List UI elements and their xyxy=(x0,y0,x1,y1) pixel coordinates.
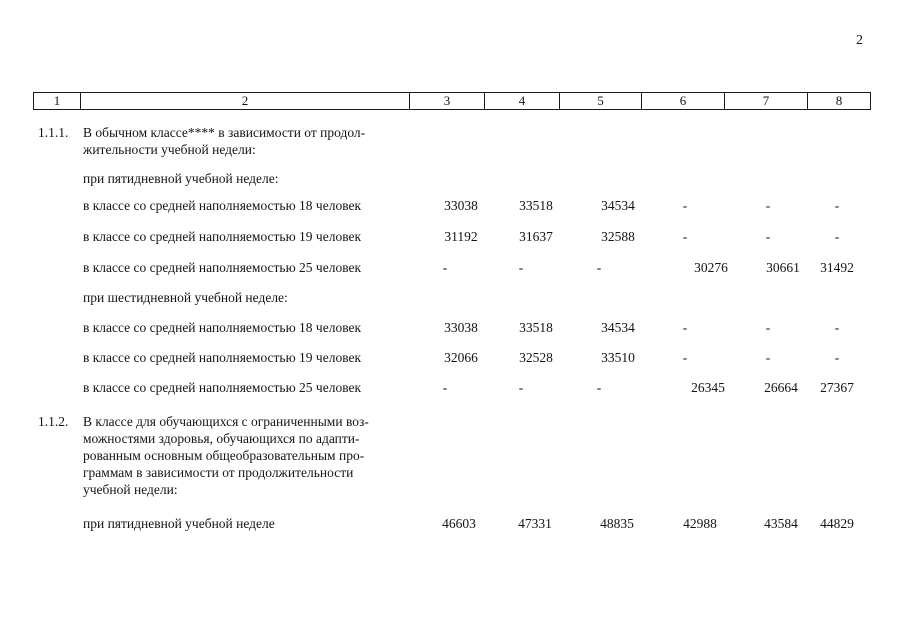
cell-col-5: - xyxy=(596,260,602,275)
group-heading-label: при пятидневной учебной неделе: xyxy=(83,171,279,186)
row-label: в классе со средней наполняемостью 18 человек xyxy=(83,198,362,213)
cell-col-5: 34534 xyxy=(601,198,635,213)
cell-col-3: 33038 xyxy=(444,320,478,335)
section-number: 1.1.2. xyxy=(38,414,69,429)
cell-col-7: - xyxy=(765,198,771,213)
column-header-4: 4 xyxy=(485,93,560,110)
section-number: 1.1.1. xyxy=(38,125,69,140)
cell-col-7: - xyxy=(765,320,771,335)
cell-col-8: - xyxy=(834,198,840,213)
section-title-line: граммам в зависимости от продолжительности xyxy=(83,465,354,480)
cell-col-5: - xyxy=(596,380,602,395)
cell-col-4: - xyxy=(518,260,524,275)
section-title xyxy=(83,413,405,498)
column-header-3: 3 xyxy=(410,93,485,110)
cell-col-3: 46603 xyxy=(442,516,476,531)
cell-col-5: 33510 xyxy=(601,350,635,365)
row-label: при пятидневной учебной неделе xyxy=(83,516,275,531)
row-label: в классе со средней наполняемостью 25 человек xyxy=(83,380,362,395)
column-header-5: 5 xyxy=(560,93,642,110)
column-header-2: 2 xyxy=(81,93,410,110)
section-title-line: жительности учебной недели: xyxy=(83,142,256,157)
cell-col-7: 43584 xyxy=(764,516,798,531)
section-title-line: учебной недели: xyxy=(83,482,178,497)
column-header-8: 8 xyxy=(808,93,871,110)
section-title-line: В классе для обучающихся с ограниченными воз- xyxy=(83,414,369,429)
cell-col-5: 32588 xyxy=(601,229,635,244)
cell-col-8: 44829 xyxy=(820,516,854,531)
column-header-1: 1 xyxy=(34,93,81,110)
cell-col-3: 32066 xyxy=(444,350,478,365)
cell-col-3: - xyxy=(442,380,448,395)
cell-col-4: 31637 xyxy=(519,229,553,244)
cell-col-4: 32528 xyxy=(519,350,553,365)
cell-col-4: 33518 xyxy=(519,320,553,335)
cell-col-7: 30661 xyxy=(766,260,800,275)
cell-col-7: 26664 xyxy=(764,380,798,395)
cell-col-6: 30276 xyxy=(694,260,728,275)
cell-col-8: - xyxy=(834,350,840,365)
cell-col-5: 34534 xyxy=(601,320,635,335)
cell-col-8: - xyxy=(834,229,840,244)
page-number: 2 xyxy=(856,33,863,48)
row-label: в классе со средней наполняемостью 25 человек xyxy=(83,260,362,275)
cell-col-6: - xyxy=(682,229,688,244)
cell-col-3: 33038 xyxy=(444,198,478,213)
cell-col-8: - xyxy=(834,320,840,335)
column-header-7: 7 xyxy=(725,93,808,110)
cell-col-4: 33518 xyxy=(519,198,553,213)
row-label: в классе со средней наполняемостью 18 человек xyxy=(83,320,362,335)
cell-col-6: 26345 xyxy=(691,380,725,395)
cell-col-7: - xyxy=(765,350,771,365)
cell-col-6: - xyxy=(682,350,688,365)
cell-col-4: 47331 xyxy=(518,516,552,531)
cell-col-7: - xyxy=(765,229,771,244)
cell-col-3: 31192 xyxy=(444,229,478,244)
cell-col-6: 42988 xyxy=(683,516,717,531)
cell-col-6: - xyxy=(682,320,688,335)
row-label: в классе со средней наполняемостью 19 человек xyxy=(83,350,362,365)
column-header-6: 6 xyxy=(642,93,725,110)
cell-col-3: - xyxy=(442,260,448,275)
group-heading-label: при шестидневной учебной неделе: xyxy=(83,290,288,305)
column-header-table xyxy=(33,92,871,110)
row-label: в классе со средней наполняемостью 19 человек xyxy=(83,229,362,244)
cell-col-4: - xyxy=(518,380,524,395)
cell-col-5: 48835 xyxy=(600,516,634,531)
section-title xyxy=(83,124,405,158)
cell-col-8: 31492 xyxy=(820,260,854,275)
cell-col-6: - xyxy=(682,198,688,213)
section-title-line: можностями здоровья, обучающихся по адапти- xyxy=(83,431,360,446)
section-title-line: рованным основным общеобразовательным про- xyxy=(83,448,365,463)
section-title-line: В обычном классе**** в зависимости от продол- xyxy=(83,125,366,140)
cell-col-8: 27367 xyxy=(820,380,854,395)
column-header-row xyxy=(34,93,871,110)
